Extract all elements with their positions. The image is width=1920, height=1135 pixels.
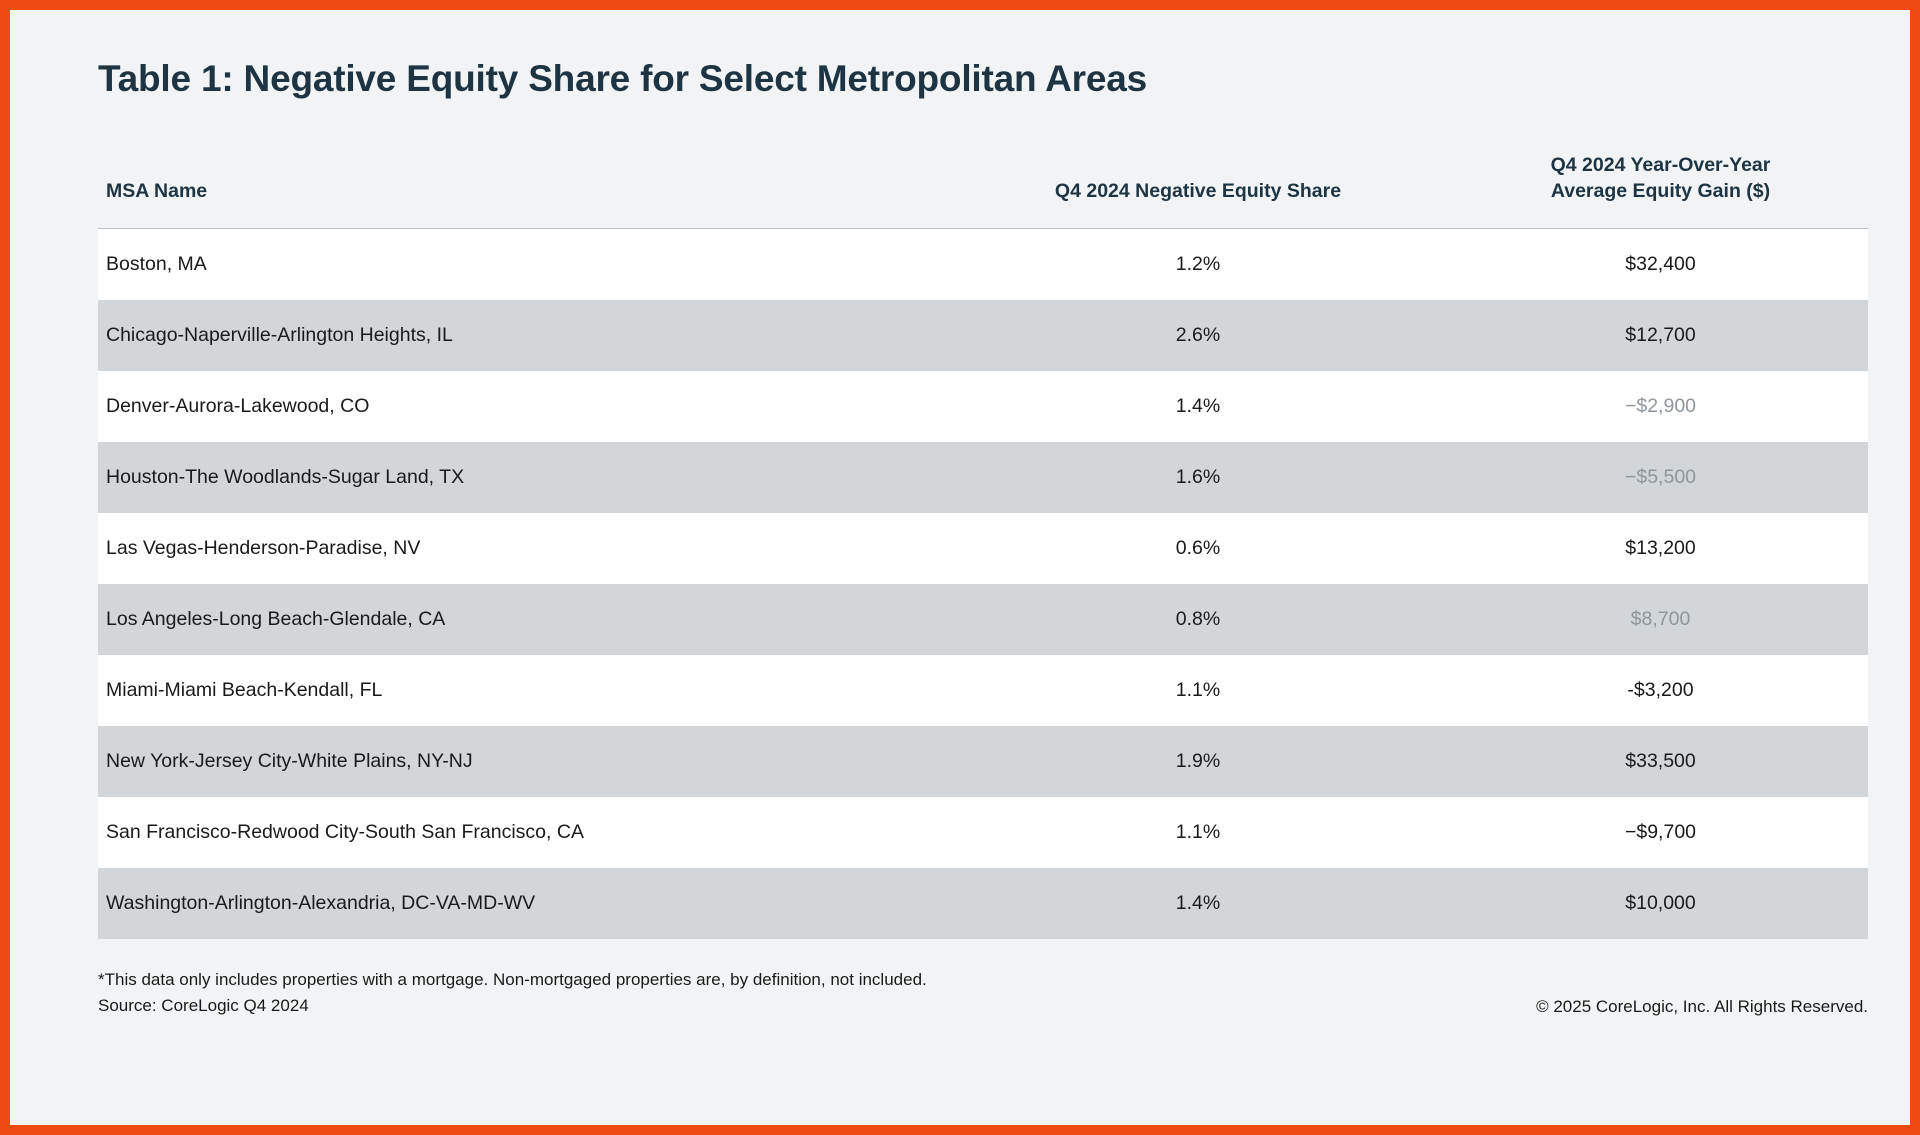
column-header-msa-name: MSA Name (106, 180, 208, 203)
table-row (98, 371, 1868, 442)
cell-negative-equity-share: 1.4% (943, 868, 1453, 939)
footnote-source: Source: CoreLogic Q4 2024 (98, 995, 309, 1015)
cell-negative-equity-share: 1.2% (943, 228, 1453, 300)
table-row (98, 797, 1868, 868)
cell-equity-gain: $12,700 (1453, 300, 1868, 371)
table-row (98, 300, 1868, 371)
cell-negative-equity-share: 2.6% (943, 300, 1453, 371)
cell-equity-gain: $32,400 (1453, 228, 1868, 300)
cell-equity-gain: $8,700 (1453, 584, 1868, 655)
cell-msa-name: Boston, MA (98, 228, 943, 300)
cell-equity-gain: -$3,200 (1453, 655, 1868, 726)
column-header-equity-gain-line1: Q4 2024 Year-Over-Year (1550, 154, 1771, 176)
cell-msa-name: Chicago-Naperville-Arlington Heights, IL (98, 300, 943, 371)
cell-msa-name: Miami-Miami Beach-Kendall, FL (98, 655, 943, 726)
table-row (98, 442, 1868, 513)
table-body (98, 228, 1868, 939)
table-header (98, 152, 1868, 228)
copyright-text: © 2025 CoreLogic, Inc. All Rights Reserved. (1536, 997, 1868, 1017)
cell-msa-name: Washington-Arlington-Alexandria, DC-VA-MD-WV (98, 868, 943, 939)
cell-negative-equity-share: 0.8% (943, 584, 1453, 655)
footnote-disclaimer: *This data only includes properties with a mortgage. Non-mortgaged properties are, by definition, not included. (98, 969, 927, 989)
table-panel (10, 10, 1910, 1125)
cell-equity-gain: −$5,500 (1453, 442, 1868, 513)
header-row (98, 152, 1868, 227)
cell-msa-name: Las Vegas-Henderson-Paradise, NV (98, 513, 943, 584)
column-header-equity-gain-line2: Average Equity Gain ($) (1550, 180, 1771, 203)
column-header-negative-equity-share: Q4 2024 Negative Equity Share (1054, 180, 1342, 203)
cell-msa-name: Los Angeles-Long Beach-Glendale, CA (98, 584, 943, 655)
cell-negative-equity-share: 1.1% (943, 655, 1453, 726)
cell-msa-name: San Francisco-Redwood City-South San Francisco, CA (98, 797, 943, 868)
column-header-equity-gain (1453, 152, 1868, 227)
cell-negative-equity-share: 1.6% (943, 442, 1453, 513)
cell-msa-name: Denver-Aurora-Lakewood, CO (98, 371, 943, 442)
table-row (98, 726, 1868, 797)
cell-negative-equity-share: 1.4% (943, 371, 1453, 442)
page-title: Table 1: Negative Equity Share for Select Metropolitan Areas (98, 58, 1147, 99)
cell-equity-gain: −$2,900 (1453, 371, 1868, 442)
cell-equity-gain: $13,200 (1453, 513, 1868, 584)
cell-equity-gain: −$9,700 (1453, 797, 1868, 868)
table-row (98, 513, 1868, 584)
table-footer (98, 967, 1868, 1020)
cell-equity-gain: $33,500 (1453, 726, 1868, 797)
cell-negative-equity-share: 0.6% (943, 513, 1453, 584)
footnote (98, 967, 927, 1020)
cell-msa-name: New York-Jersey City-White Plains, NY-NJ (98, 726, 943, 797)
table-row (98, 584, 1868, 655)
negative-equity-table (98, 152, 1868, 939)
table-row (98, 228, 1868, 300)
table-row (98, 655, 1868, 726)
cell-negative-equity-share: 1.1% (943, 797, 1453, 868)
cell-msa-name: Houston-The Woodlands-Sugar Land, TX (98, 442, 943, 513)
cell-equity-gain: $10,000 (1453, 868, 1868, 939)
table-row (98, 868, 1868, 939)
cell-negative-equity-share: 1.9% (943, 726, 1453, 797)
